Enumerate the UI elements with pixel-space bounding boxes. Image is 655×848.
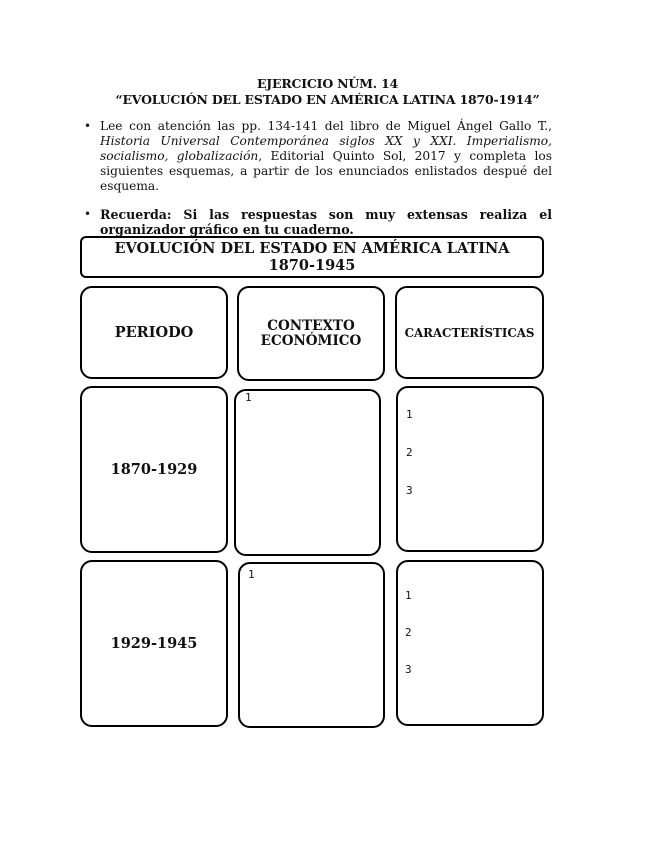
caracteristica-number: 3 — [405, 663, 412, 676]
caracteristica-number: 2 — [406, 446, 413, 459]
header-caracteristicas — [395, 286, 544, 379]
instruction-text-1b: , Editorial Quinto Sol, 2017 y completa los siguientes esquemas, a partir de los enunciados enlistados despué del esquema. — [100, 149, 552, 193]
header-periodo-label: PERIODO — [114, 324, 194, 341]
caracteristicas-box-2[interactable] — [396, 560, 544, 726]
exercise-number: EJERCICIO NÚM. 14 — [256, 76, 399, 91]
contexto-number: 1 — [245, 391, 252, 404]
header-caracteristicas-label: CARACTERÍSTICAS — [404, 325, 535, 340]
contexto-number: 1 — [248, 568, 255, 581]
instruction-bullet-1 — [84, 119, 552, 194]
bullet-icon: • — [84, 119, 92, 133]
header-contexto-label: CONTEXTO ECONÓMICO — [260, 317, 362, 349]
caracteristica-number: 3 — [406, 484, 413, 497]
book-title: Historia Universal Contemporánea siglos XX y XXI. Imperialismo, socialismo, globalización — [100, 134, 552, 163]
diagram-banner-title: EVOLUCIÓN DEL ESTADO EN AMÉRICA LATINA 1870-1945 — [80, 236, 544, 278]
caracteristica-number: 2 — [405, 626, 412, 639]
header-contexto — [237, 286, 385, 381]
contexto-box-2[interactable] — [238, 562, 385, 728]
period-box-1 — [80, 386, 228, 553]
period-label: 1870-1929 — [110, 461, 198, 478]
bullet-icon: • — [84, 207, 92, 221]
contexto-box-1[interactable] — [234, 389, 381, 556]
caracteristica-number: 1 — [405, 589, 412, 602]
caracteristica-number: 1 — [406, 408, 413, 421]
period-box-2 — [80, 560, 228, 727]
instruction-text-1a: Lee con atención las pp. 134-141 del libro de Miguel Ángel Gallo T., — [100, 119, 552, 133]
instruction-bullet-2 — [84, 207, 552, 237]
header-periodo — [80, 286, 228, 379]
instruction-text-2: Recuerda: Si las respuestas son muy extensas realiza el organizador gráfico en tu cuaderno. — [100, 207, 552, 237]
exercise-title: “EVOLUCIÓN DEL ESTADO EN AMÉRICA LATINA 1870-1914” — [115, 92, 540, 107]
period-label: 1929-1945 — [110, 635, 198, 652]
caracteristicas-box-1[interactable] — [396, 386, 544, 552]
